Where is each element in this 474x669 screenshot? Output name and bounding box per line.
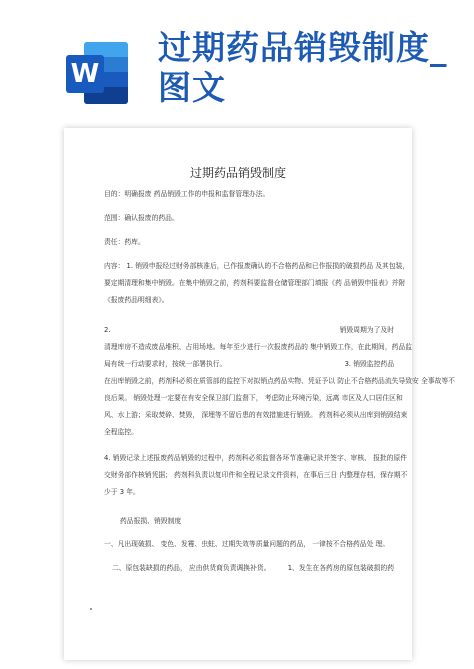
section-2-heading: 销毁周期为了及时 xyxy=(339,326,394,334)
content-line: 《报废药品明细表》。 xyxy=(104,296,169,304)
content-line: 内容： 1. 销毁申报经过财务部核准后，已作报废确认的不合格药品和已作报损的破损药品 及其包装， xyxy=(104,262,410,270)
responsibility-line: 责任：药库。 xyxy=(104,238,145,246)
banner xyxy=(0,0,474,118)
rule-line: 一、凡出现破损、 变色、发霉、虫蛀、过期失效等质量问题的药品， 一律按不合格药品处 理。 xyxy=(104,540,390,548)
purpose-line: 目的：明确报废 药品销毁工作的申报和监督管理办法。 xyxy=(104,190,270,198)
banner-title: 过期药品销毁制度_图文 xyxy=(158,28,448,107)
word-icon-letter: W xyxy=(66,55,104,93)
document-page xyxy=(64,128,455,660)
section-4-line: 4. 销毁记录上述报废药品销毁的过程中，药剂科必须监督各环节准确记录并签字、审核、 报批的原件 xyxy=(104,454,408,462)
subsection-heading: 药品报损、销毁制度 xyxy=(120,517,182,525)
content-line: 少于 3 年。 xyxy=(104,488,140,496)
content-line: 在出库销毁之前，药剂科必须在质管部的监控下对拟销点药品实物、凭证予以 防止不合格药品流失导致安 全事故等不 xyxy=(104,377,455,385)
content-line: 要定期清理和集中销毁。在集中销毁之前，药剂科要监督仓储管理部门填报《药 品销毁申报表》并附 xyxy=(104,279,406,287)
section-2-number: 2. xyxy=(104,326,111,334)
document-title: 过期药品销毁制度 xyxy=(189,166,286,180)
content-line: 清理库房不造成废品堆积、占用场地。每年至少进行一次报废药品的 集中销毁工作，在此期间，药品监 xyxy=(104,343,413,351)
rule-line: 1、发生在各药房的原包装破损的药 xyxy=(287,564,394,572)
rule-line: 二、原包装缺损的药品， 应由供货商负责调换补货。 xyxy=(112,564,271,572)
section-3-heading: 3. 销毁监控药品 xyxy=(344,360,394,368)
scope-line: 范围：确认报废的药品。 xyxy=(104,214,179,222)
page-mark xyxy=(90,608,92,610)
content-line: 全程监控。 xyxy=(104,428,138,436)
content-line: 良后果。 销毁处理一定要在有安全保卫部门监督下， 考虑防止环境污染，远离 市区及人口居住区和 xyxy=(104,394,403,402)
content-line: 风、水上游；采取焚碎、焚毁， 深埋等不留后患的有效措施进行销毁。 药剂科必须从出库到销毁结束 xyxy=(104,411,408,419)
content-line: 交财务部作核销凭据； 药剂科负责以复印件和全程记录文件资料，在事后三日 内整理存档，保存期不 xyxy=(104,471,408,479)
content-line: 局有统一行动要求时，按统一部署执行。 xyxy=(104,360,227,368)
word-document-icon xyxy=(62,38,132,108)
